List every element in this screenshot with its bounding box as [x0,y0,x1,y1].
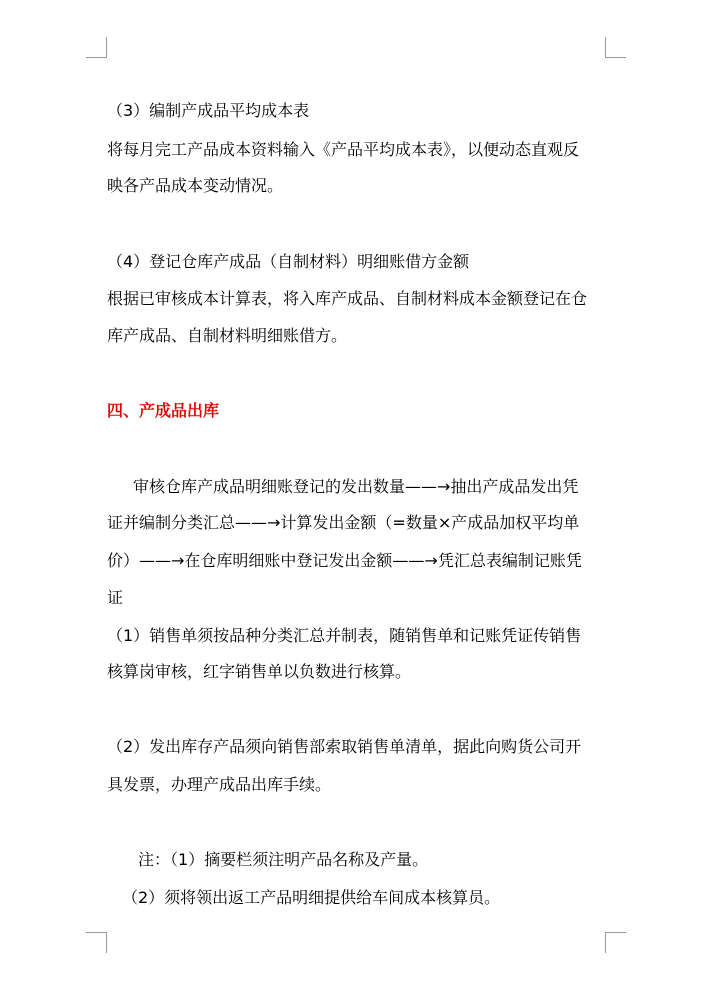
paragraph-line: （1）销售单须按品种分类汇总并制表，随销售单和记账凭证传销售 [107,626,582,645]
paragraph-line: 将每月完工产品成本资料输入《产品平均成本表》，以便动态直观反 [107,140,580,159]
section-heading: 四、产成品出库 [107,401,220,420]
crop-mark-bottom-left [86,932,107,953]
paragraph-line: 根据已审核成本计算表，将入库产成品、自制材料成本金额登记在仓 [107,289,588,308]
crop-mark-bottom-right [605,932,626,953]
paragraph-line: 价）——→在仓库明细账中登记发出金额——→凭汇总表编制记账凭 [107,551,582,570]
crop-mark-top-left [86,37,107,58]
paragraph-line: 映各产品成本变动情况。 [107,176,284,195]
note-line: 注：（1）摘要栏须注明产品名称及产量。 [138,850,429,869]
paragraph-line: 核算岗审核，红字销售单以负数进行核算。 [107,662,412,681]
subheading-4: （4）登记仓库产成品（自制材料）明细账借方金额 [107,252,470,271]
paragraph-line: 审核仓库产成品明细账登记的发出数量——→抽出产成品发出凭 [133,477,579,496]
crop-mark-top-right [605,37,626,58]
note-line: （2）须将领出返工产品明细提供给车间成本核算员。 [122,888,501,907]
subheading-3: （3）编制产成品平均成本表 [107,101,310,120]
paragraph-line: （2）发出库存产品须向销售部索取销售单清单，据此向购货公司开 [107,737,582,756]
paragraph-line: 证 [107,588,124,607]
paragraph-line: 证并编制分类汇总——→计算发出金额（=数量×产成品加权平均单 [107,513,580,532]
paragraph-line: 库产成品、自制材料明细账借方。 [107,326,348,345]
paragraph-line: 具发票，办理产成品出库手续。 [107,775,332,794]
